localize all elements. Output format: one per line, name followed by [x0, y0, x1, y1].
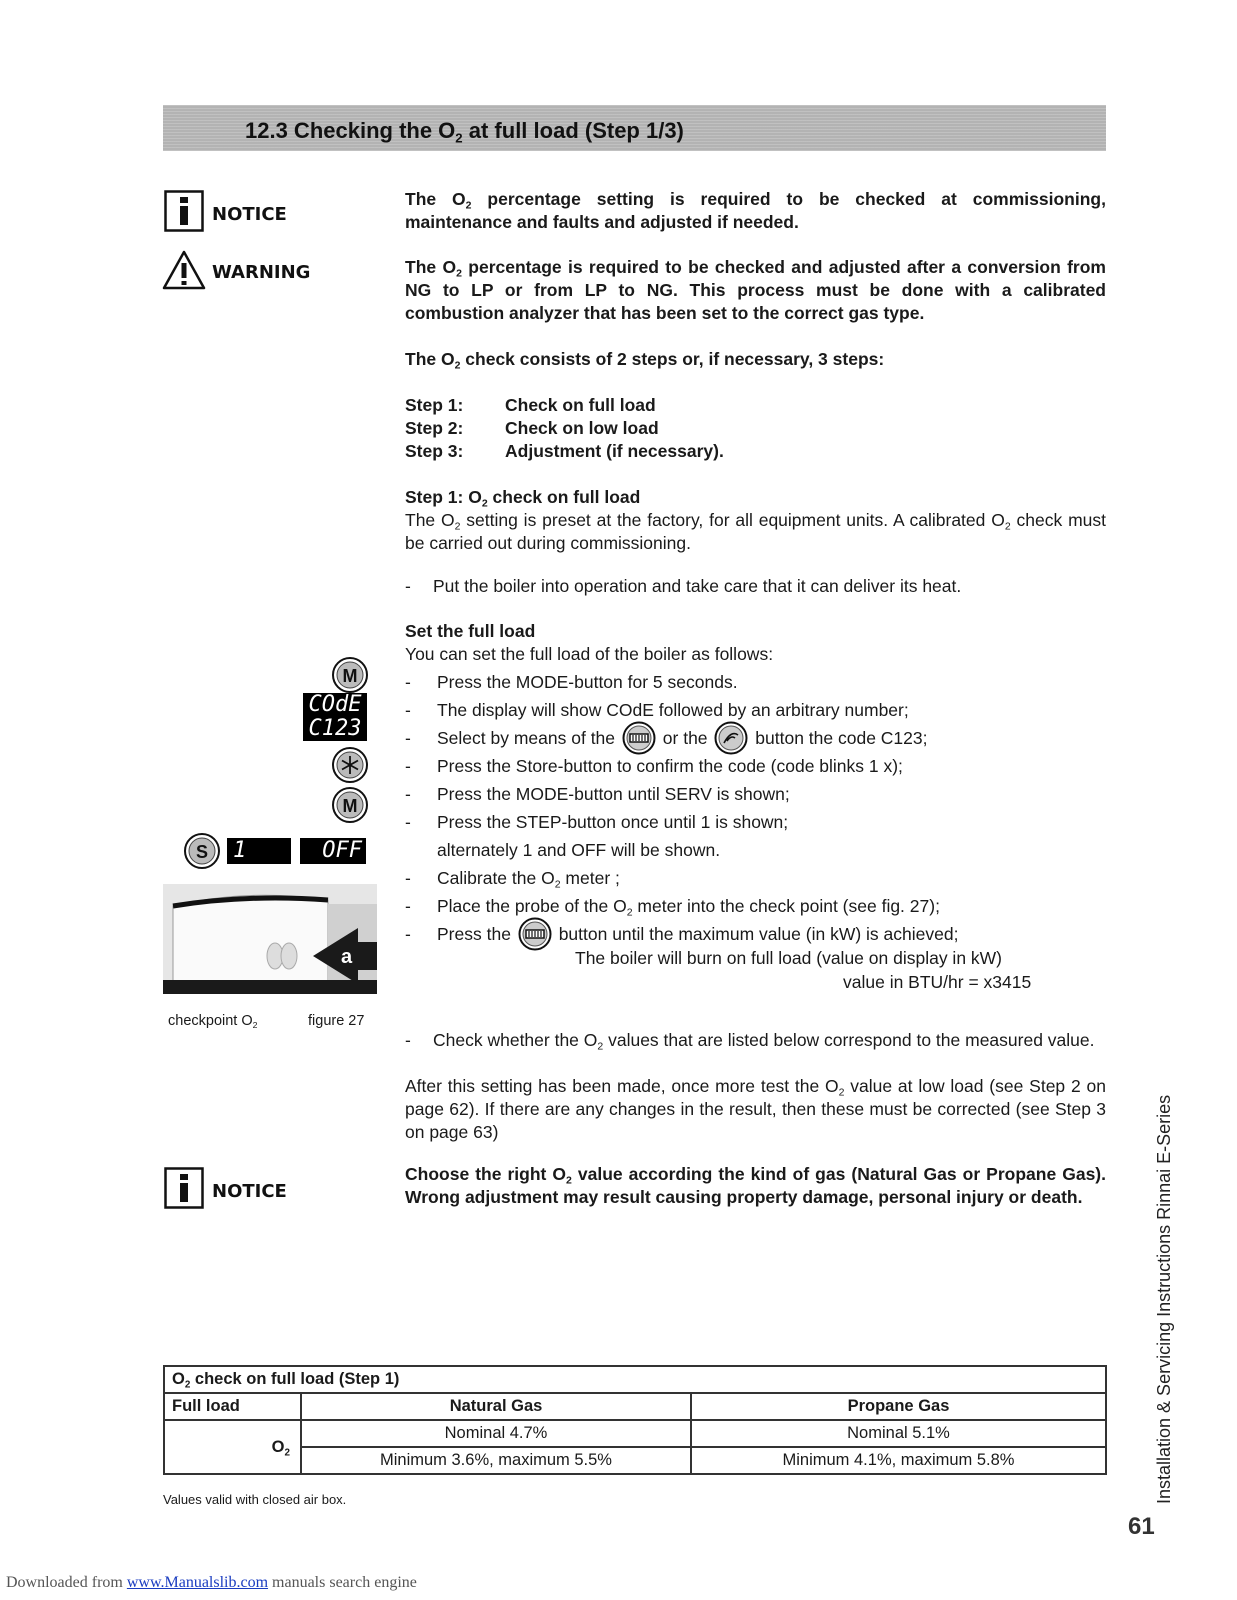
full-load-intro: You can set the full load of the boiler as follows:: [405, 644, 774, 664]
list-item: Step 1: Check on full load: [405, 395, 656, 415]
figure-number: figure 27: [308, 1013, 365, 1029]
full-load-note: The boiler will burn on full load (value on display in kW): [575, 948, 1003, 968]
table-cell: Minimum 3.6%, maximum 5.5%: [301, 1447, 691, 1474]
list-item: - Press the MODE-button until SERV is shown;: [405, 784, 790, 804]
list-item: - Select by means of the or the button the code C123;: [405, 727, 1106, 755]
lcd-line: COdE: [308, 692, 362, 717]
step-button-icon: [183, 832, 221, 870]
notice-label: NOTICE: [212, 204, 287, 225]
table-header-cell: Natural Gas: [301, 1393, 691, 1420]
table-cell: Nominal 5.1%: [691, 1420, 1106, 1447]
table-header-cell: Full load: [164, 1393, 301, 1420]
table-row-label: $O_2$: [164, 1420, 301, 1474]
info-icon: [164, 190, 204, 232]
side-document-title: Installation & Servicing Instructions Rinnai E-Series: [1154, 1094, 1174, 1504]
warning-block: [162, 250, 311, 295]
manualslib-link[interactable]: www.Manualslib.com: [126, 1574, 269, 1591]
notice-text: The $O_2$ percentage setting is required to be checked at commissioning, maintenance and faults and adjusted if needed.: [405, 189, 1106, 232]
down-button-icon: [518, 917, 552, 951]
lcd-line: C123: [308, 716, 362, 741]
footer: [6, 1574, 417, 1592]
table-title: $O_2$ check on full load (Step 1): [164, 1366, 1106, 1393]
svg-text:M: M: [342, 796, 358, 816]
table-row: [164, 1447, 1106, 1474]
down-button-icon: [622, 721, 656, 755]
footer-text: Downloaded from: [6, 1574, 127, 1591]
steps-intro: The $O_2$ check consists of 2 steps or, if necessary, 3 steps:: [405, 349, 885, 372]
table-note: Values valid with closed air box.: [163, 1492, 347, 1507]
warning-triangle-icon: [162, 250, 206, 290]
warning-text: The $O_2$ percentage is required to be checked and adjusted after a conversion from NG to LP or from LP to NG. This process must be done with a calibrated combustion analyzer that has been set to the correct gas type.: [405, 257, 1106, 323]
list-item: - Press the MODE-button for 5 seconds.: [405, 672, 738, 692]
table-cell: Minimum 4.1%, maximum 5.8%: [691, 1447, 1106, 1474]
svg-text:S: S: [195, 842, 209, 862]
up-button-icon: [714, 721, 748, 755]
list-item: - Press the button until the maximum value (in kW) is achieved;: [405, 923, 1106, 947]
notice-block: [164, 190, 287, 237]
table-header-cell: Propane Gas: [691, 1393, 1106, 1420]
step1-bullet: - Put the boiler into operation and take care that it can deliver its heat.: [405, 576, 962, 596]
table-row: [164, 1366, 1106, 1393]
warning-label: WARNING: [212, 262, 311, 283]
checkpoint-figure: [163, 884, 377, 994]
notice-label: NOTICE: [212, 1181, 287, 1202]
lcd-code-display: [303, 693, 367, 741]
list-item: Step 3: Adjustment (if necessary).: [405, 441, 724, 461]
mode-button-icon: [331, 786, 369, 824]
svg-text:M: M: [342, 666, 358, 686]
o2-check-table: [163, 1365, 1107, 1475]
table-row: [164, 1393, 1106, 1420]
list-item: - Place the probe of the $O_2$ meter into the check point (see fig. 27);: [405, 896, 940, 919]
store-button-icon: [331, 746, 369, 784]
probe-label: a: [341, 946, 353, 968]
check-values-bullet: - Check whether the $O_2$ values that are listed below correspond to the measured value.: [405, 1030, 1095, 1053]
list-item: - Press the Store-button to confirm the code (code blinks 1 x);: [405, 756, 903, 776]
after-setting-paragraph: After this setting has been made, once more test the $O_2$ value at low load (see Step 2 on page 62). If there are any changes in the result, then these must be corrected (see Step 3 on page 63): [405, 1076, 1106, 1142]
list-item: Step 2: Check on low load: [405, 418, 659, 438]
full-load-heading: Set the full load: [405, 621, 536, 641]
info-icon: [164, 1167, 204, 1209]
table-row: [164, 1420, 1106, 1447]
list-item: - Press the STEP-button once until 1 is shown;: [405, 812, 789, 832]
figure-caption: checkpoint $O_2$: [168, 1013, 258, 1031]
list-item-continuation: alternately 1 and OFF will be shown.: [437, 840, 721, 860]
steps-list: [405, 394, 1106, 463]
table-cell: Nominal 4.7%: [301, 1420, 691, 1447]
step1-heading: Step 1: $O_2$ check on full load: [405, 487, 641, 510]
full-load-steps: [405, 671, 1106, 995]
step1-paragraph: The $O_2$ setting is preset at the factory, for all equipment units. A calibrated $O_2$ check must be carried out during commissioning.: [405, 510, 1106, 553]
list-item: - The display will show COdE followed by an arbitrary number;: [405, 700, 909, 720]
notice-block: [164, 1167, 287, 1214]
btu-note: value in BTU/hr = x3415: [843, 972, 1032, 992]
mode-button-icon: [331, 656, 369, 694]
lcd-off-display: OFF: [300, 838, 366, 864]
lcd-step-display: 1: [227, 838, 291, 864]
footer-text: manuals search engine: [268, 1574, 417, 1591]
notice2-text: Choose the right $O_2$ value according the kind of gas (Natural Gas or Propane Gas). Wrong adjustment may result causing property damage, personal injury or death.: [405, 1164, 1106, 1207]
section-title: 12.3 Checking the $O_2$ at full load (Step 1/3): [245, 118, 684, 146]
list-item: - Calibrate the $O_2$ meter ;: [405, 868, 620, 891]
page-number: 61: [1128, 1513, 1155, 1540]
